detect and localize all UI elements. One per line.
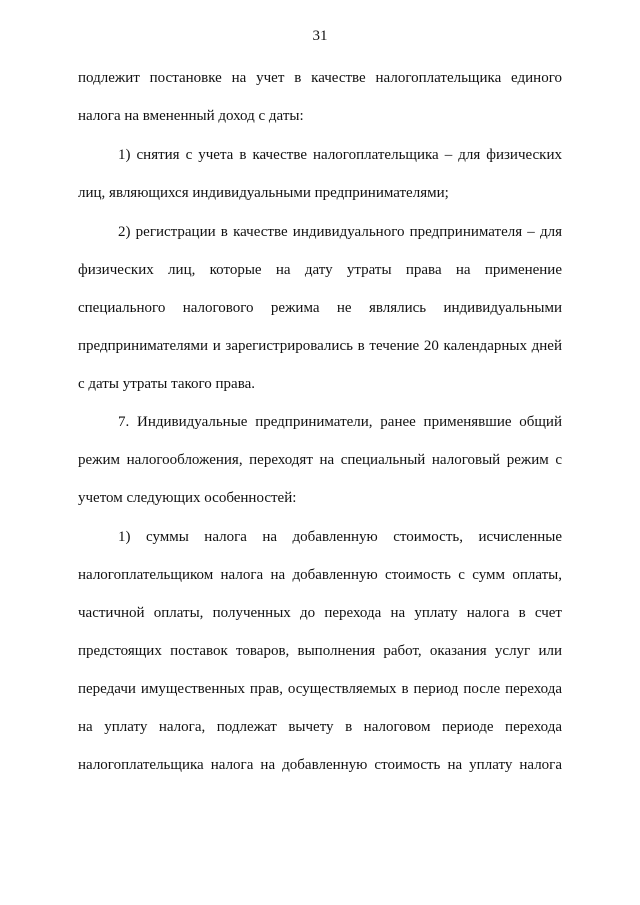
text-line: на уплату налога, подлежат вычету в налоговом периоде перехода xyxy=(78,719,562,735)
text-line: 1) суммы налога на добавленную стоимость, исчисленные xyxy=(118,529,562,545)
text-line: с даты утраты такого права. xyxy=(78,376,256,392)
text-line: специального налогового режима не являлись индивидуальными xyxy=(78,300,562,316)
text-line: частичной оплаты, полученных до перехода на уплату налога в счет xyxy=(78,605,562,621)
text-line: налогоплательщика налога на добавленную стоимость на уплату налога xyxy=(78,757,562,773)
text-line: передачи имущественных прав, осуществляемых в период после перехода xyxy=(78,681,562,697)
text-line: предстоящих поставок товаров, выполнения работ, оказания услуг или xyxy=(78,643,562,659)
text-line: учетом следующих особенностей: xyxy=(78,490,297,506)
text-line: налога на вмененный доход с даты: xyxy=(78,108,304,124)
text-line: лиц, являющихся индивидуальными предпринимателями; xyxy=(78,185,449,201)
text-line: физических лиц, которые на дату утраты права на применение xyxy=(78,262,562,278)
text-line: подлежит постановке на учет в качестве налогоплательщика единого xyxy=(78,70,562,86)
text-line: налогоплательщиком налога на добавленную стоимость с сумм оплаты, xyxy=(78,567,562,583)
page-number: 31 xyxy=(312,28,328,44)
text-line: 7. Индивидуальные предприниматели, ранее применявшие общий xyxy=(118,414,562,430)
text-line: режим налогообложения, переходят на специальный налоговый режим с xyxy=(78,452,562,468)
text-line: 1) снятия с учета в качестве налогоплательщика – для физических xyxy=(118,147,562,163)
text-line: 2) регистрации в качестве индивидуального предпринимателя – для xyxy=(118,224,562,240)
text-line: предпринимателями и зарегистрировались в течение 20 календарных дней xyxy=(78,338,562,354)
